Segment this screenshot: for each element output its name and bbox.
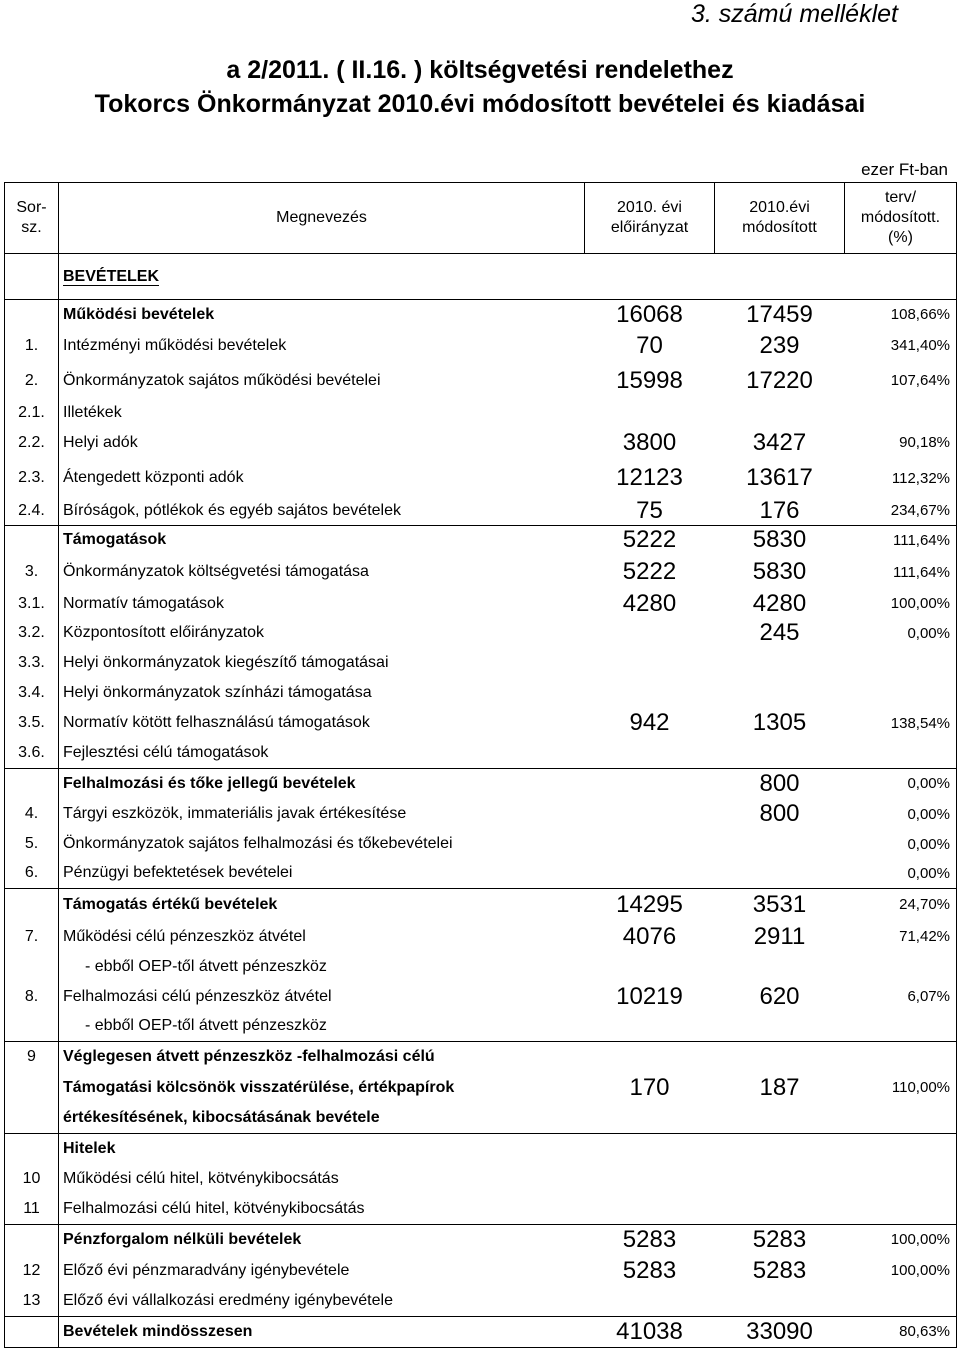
percent-value (845, 1194, 957, 1224)
row-number: 3.6. (5, 738, 59, 768)
table-row (5, 525, 957, 555)
table-row (5, 1224, 957, 1255)
row-label: Fejlesztési célú támogatások (63, 743, 269, 761)
percent-value (845, 400, 957, 426)
row-label: Működési célú pénzeszköz átvétel (63, 927, 306, 945)
original-value (585, 1164, 715, 1194)
header-percent: terv/ módosított. (%) (845, 183, 957, 254)
row-number: 2.2. (5, 426, 59, 460)
modified-value: 620 (759, 982, 800, 1010)
percent-value (845, 1133, 957, 1164)
row-number (5, 952, 59, 981)
row-number: 2.1. (5, 400, 59, 426)
modified-value (715, 859, 845, 888)
header-sor: Sor- sz. (5, 183, 59, 254)
percent-value (845, 254, 957, 300)
row-label: Hitelek (59, 1133, 585, 1164)
original-value (585, 1012, 715, 1041)
row-number (5, 1224, 59, 1255)
table-row (5, 330, 957, 362)
modified-value: 17220 (746, 366, 813, 394)
modified-value: 187 (759, 1073, 800, 1101)
modified-value (715, 1286, 845, 1316)
row-label: Helyi önkormányzatok kiegészítő támogatásai (63, 654, 389, 671)
percent-value: 108,66% (845, 300, 957, 330)
table-row (5, 829, 957, 859)
percent-value: 80,63% (845, 1316, 957, 1347)
row-label: Felhalmozási célú hitel, kötvénykibocsátás (63, 1199, 365, 1217)
modified-value: 5283 (752, 1256, 807, 1284)
document-title: a 2/2011. ( II.16. ) költségvetési rendelethez (226, 56, 734, 84)
header-name: Megnevezés (59, 183, 585, 254)
table-row (5, 1316, 957, 1347)
row-number (5, 254, 59, 300)
annex-label: 3. számú melléklet (690, 0, 898, 28)
row-number: 3.2. (5, 618, 59, 648)
row-number (5, 1133, 59, 1164)
table-row (5, 952, 957, 981)
row-label: Támogatási kölcsönök visszatérülése, értékpapírok (63, 1078, 455, 1096)
row-number: 3.5. (5, 708, 59, 738)
header-original: 2010. évi előirányzat (585, 183, 715, 254)
modified-value: 239 (759, 331, 800, 359)
row-number (5, 1316, 59, 1347)
modified-value: 5830 (715, 525, 845, 555)
modified-value: 800 (759, 800, 800, 827)
table-row (5, 1103, 957, 1133)
row-label: Véglegesen átvett pénzeszköz -felhalmozási célú (59, 1041, 585, 1072)
row-number (5, 888, 59, 921)
table-row (5, 555, 957, 589)
table-row (5, 1012, 957, 1041)
modified-value (715, 1133, 845, 1164)
modified-value (715, 648, 845, 678)
row-number: 3.3. (5, 648, 59, 678)
row-label: Normatív kötött felhasználású támogatások (63, 714, 370, 731)
row-number: 2.4. (5, 497, 59, 526)
modified-value: 800 (715, 768, 845, 799)
modified-value (715, 952, 845, 981)
row-label: Tárgyi eszközök, immateriális javak értékesítése (63, 805, 407, 822)
row-number (5, 1012, 59, 1041)
percent-value: 100,00% (845, 1255, 957, 1286)
table-row (5, 678, 957, 708)
original-value: 14295 (585, 888, 715, 921)
row-number (5, 525, 59, 555)
row-number: 4. (5, 799, 59, 829)
row-label: Illetékek (63, 403, 122, 421)
row-label: Működési célú hitel, kötvénykibocsátás (63, 1170, 339, 1187)
percent-value (845, 1012, 957, 1041)
row-number: 5. (5, 829, 59, 859)
percent-value (845, 678, 957, 708)
modified-value: 2911 (753, 922, 806, 950)
row-label: - ebből OEP-től átvett pénzeszköz (85, 957, 327, 975)
document-subtitle: Tokorcs Önkormányzat 2010.évi módosított bevételei és kiadásai (94, 90, 866, 118)
percent-value: 0,00% (845, 618, 957, 648)
row-label: Normatív támogatások (63, 594, 224, 612)
row-label: Önkormányzatok sajátos felhalmozási és tőkebevételei (63, 835, 453, 852)
modified-value (715, 1012, 845, 1041)
original-value (585, 1194, 715, 1224)
table-row (5, 1194, 957, 1224)
table-row (5, 738, 957, 768)
original-value: 16068 (585, 300, 715, 330)
modified-value: 5830 (752, 558, 807, 585)
original-value: 10219 (616, 982, 683, 1010)
original-value: 5283 (585, 1224, 715, 1255)
percent-value (845, 1041, 957, 1072)
table-row (5, 859, 957, 888)
modified-value (715, 400, 845, 426)
row-label: Bíróságok, pótlékok és egyéb sajátos bevételek (63, 501, 401, 519)
original-value (585, 254, 715, 300)
row-number: 11 (5, 1194, 59, 1224)
table-row (5, 1072, 957, 1103)
row-number: 6. (5, 859, 59, 888)
row-label: Helyi önkormányzatok színházi támogatása (63, 684, 372, 701)
row-number: 13 (5, 1286, 59, 1316)
modified-value: 1305 (752, 709, 807, 736)
row-label: BEVÉTELEK (63, 267, 160, 285)
original-value (585, 738, 715, 768)
row-label: Átengedett központi adók (63, 469, 244, 486)
original-value: 12123 (616, 464, 683, 491)
modified-value (715, 1103, 845, 1133)
table-row (5, 648, 957, 678)
original-value: 4076 (622, 922, 677, 950)
original-value: 5283 (622, 1256, 677, 1284)
row-number: 9 (5, 1041, 59, 1072)
percent-value (845, 738, 957, 768)
table-row (5, 708, 957, 738)
original-value (585, 678, 715, 708)
table-row (5, 618, 957, 648)
percent-value (845, 1164, 957, 1194)
percent-value: 0,00% (845, 768, 957, 799)
modified-value: 3427 (752, 428, 807, 456)
modified-value (715, 1164, 845, 1194)
row-number: 7. (5, 921, 59, 952)
percent-value: 0,00% (845, 799, 957, 829)
row-label: - ebből OEP-től átvett pénzeszköz (85, 1017, 327, 1035)
row-label: Bevételek mindösszesen (59, 1316, 585, 1347)
row-label: Központosított előirányzatok (63, 624, 265, 641)
row-number (5, 768, 59, 799)
row-number: 3.4. (5, 678, 59, 708)
table-row (5, 362, 957, 400)
table-row (5, 1255, 957, 1286)
percent-value (845, 1103, 957, 1133)
original-value: 5222 (622, 558, 677, 585)
original-value (585, 1103, 715, 1133)
percent-value: 112,32% (845, 460, 957, 497)
row-number: 3. (5, 555, 59, 589)
row-label: Támogatások (59, 525, 585, 555)
original-value: 5222 (585, 525, 715, 555)
row-label: Önkormányzatok költségvetési támogatása (63, 563, 369, 580)
table-row (5, 888, 957, 921)
percent-value: 111,64% (845, 555, 957, 589)
original-value (585, 400, 715, 426)
table-row (5, 1041, 957, 1072)
percent-value (845, 1286, 957, 1316)
modified-value: 5283 (715, 1224, 845, 1255)
table-row (5, 1164, 957, 1194)
table-row (5, 460, 957, 497)
percent-value: 107,64% (845, 362, 957, 400)
row-label: Pénzforgalom nélküli bevételek (59, 1224, 585, 1255)
original-value (585, 829, 715, 859)
original-value: 70 (636, 331, 663, 359)
row-label: értékesítésének, kibocsátásának bevétele (63, 1108, 380, 1126)
table-row (5, 1286, 957, 1316)
modified-value: 13617 (746, 464, 813, 491)
original-value (585, 648, 715, 678)
row-label: Pénzügyi befektetések bevételei (63, 864, 293, 882)
modified-value (715, 678, 845, 708)
row-number (5, 1072, 59, 1103)
original-value: 170 (629, 1073, 670, 1101)
modified-value (715, 1194, 845, 1224)
modified-value: 3531 (715, 888, 845, 921)
table-row (5, 254, 957, 300)
row-label: Előző évi vállalkozási eredmény igénybevétele (63, 1291, 393, 1309)
row-label: Felhalmozási célú pénzeszköz átvétel (63, 987, 332, 1005)
percent-value: 100,00% (845, 1224, 957, 1255)
original-value (585, 1286, 715, 1316)
row-number (5, 1103, 59, 1133)
original-value: 4280 (622, 589, 677, 617)
original-value (585, 1041, 715, 1072)
percent-value: 234,67% (845, 497, 957, 526)
modified-value: 245 (759, 619, 800, 646)
original-value (585, 799, 715, 829)
row-label: Előző évi pénzmaradvány igénybevétele (63, 1261, 350, 1279)
percent-value: 90,18% (845, 426, 957, 460)
modified-value: 33090 (715, 1316, 845, 1347)
row-number: 12 (5, 1255, 59, 1286)
table-row (5, 799, 957, 829)
percent-value: 138,54% (845, 708, 957, 738)
modified-value: 176 (759, 496, 800, 524)
original-value (585, 768, 715, 799)
original-value (585, 618, 715, 648)
row-number: 8. (5, 981, 59, 1012)
percent-value: 110,00% (845, 1072, 957, 1103)
modified-value: 17459 (715, 300, 845, 330)
percent-value: 100,00% (845, 589, 957, 618)
percent-value (845, 648, 957, 678)
row-label: Intézményi működési bevételek (63, 336, 287, 354)
table-row (5, 589, 957, 618)
percent-value: 0,00% (845, 829, 957, 859)
table-row (5, 426, 957, 460)
percent-value (845, 952, 957, 981)
original-value: 75 (636, 496, 663, 524)
row-number: 10 (5, 1164, 59, 1194)
row-label: Felhalmozási és tőke jellegű bevételek (59, 768, 585, 799)
modified-value: 4280 (752, 589, 807, 617)
row-label: Támogatás értékű bevételek (59, 888, 585, 921)
modified-value (715, 738, 845, 768)
percent-value: 111,64% (845, 525, 957, 555)
table-row (5, 981, 957, 1012)
row-number: 2. (5, 362, 59, 400)
percent-value: 24,70% (845, 888, 957, 921)
original-value: 942 (629, 709, 670, 736)
percent-value: 0,00% (845, 859, 957, 888)
header-modified: 2010.évi módosított (715, 183, 845, 254)
table-row (5, 400, 957, 426)
row-label: Helyi adók (63, 433, 138, 451)
original-value: 41038 (585, 1316, 715, 1347)
original-value (585, 859, 715, 888)
header-row (5, 183, 957, 254)
table-row (5, 497, 957, 526)
original-value (585, 1133, 715, 1164)
row-number: 2.3. (5, 460, 59, 497)
row-number: 1. (5, 330, 59, 362)
unit-label: ezer Ft-ban (861, 160, 948, 179)
table-row (5, 921, 957, 952)
modified-value (715, 254, 845, 300)
table-row (5, 768, 957, 799)
modified-value (715, 1041, 845, 1072)
table-row (5, 1133, 957, 1164)
modified-value (715, 829, 845, 859)
table-body (5, 254, 957, 1348)
table-row (5, 300, 957, 330)
row-label: Önkormányzatok sajátos működési bevételei (63, 371, 381, 389)
original-value (585, 952, 715, 981)
percent-value: 6,07% (845, 981, 957, 1012)
original-value: 15998 (616, 366, 683, 394)
percent-value: 71,42% (845, 921, 957, 952)
original-value: 3800 (622, 428, 677, 456)
row-label: Működési bevételek (59, 300, 585, 330)
row-number: 3.1. (5, 589, 59, 618)
percent-value: 341,40% (845, 330, 957, 362)
revenue-table (4, 182, 957, 1348)
row-number (5, 300, 59, 330)
